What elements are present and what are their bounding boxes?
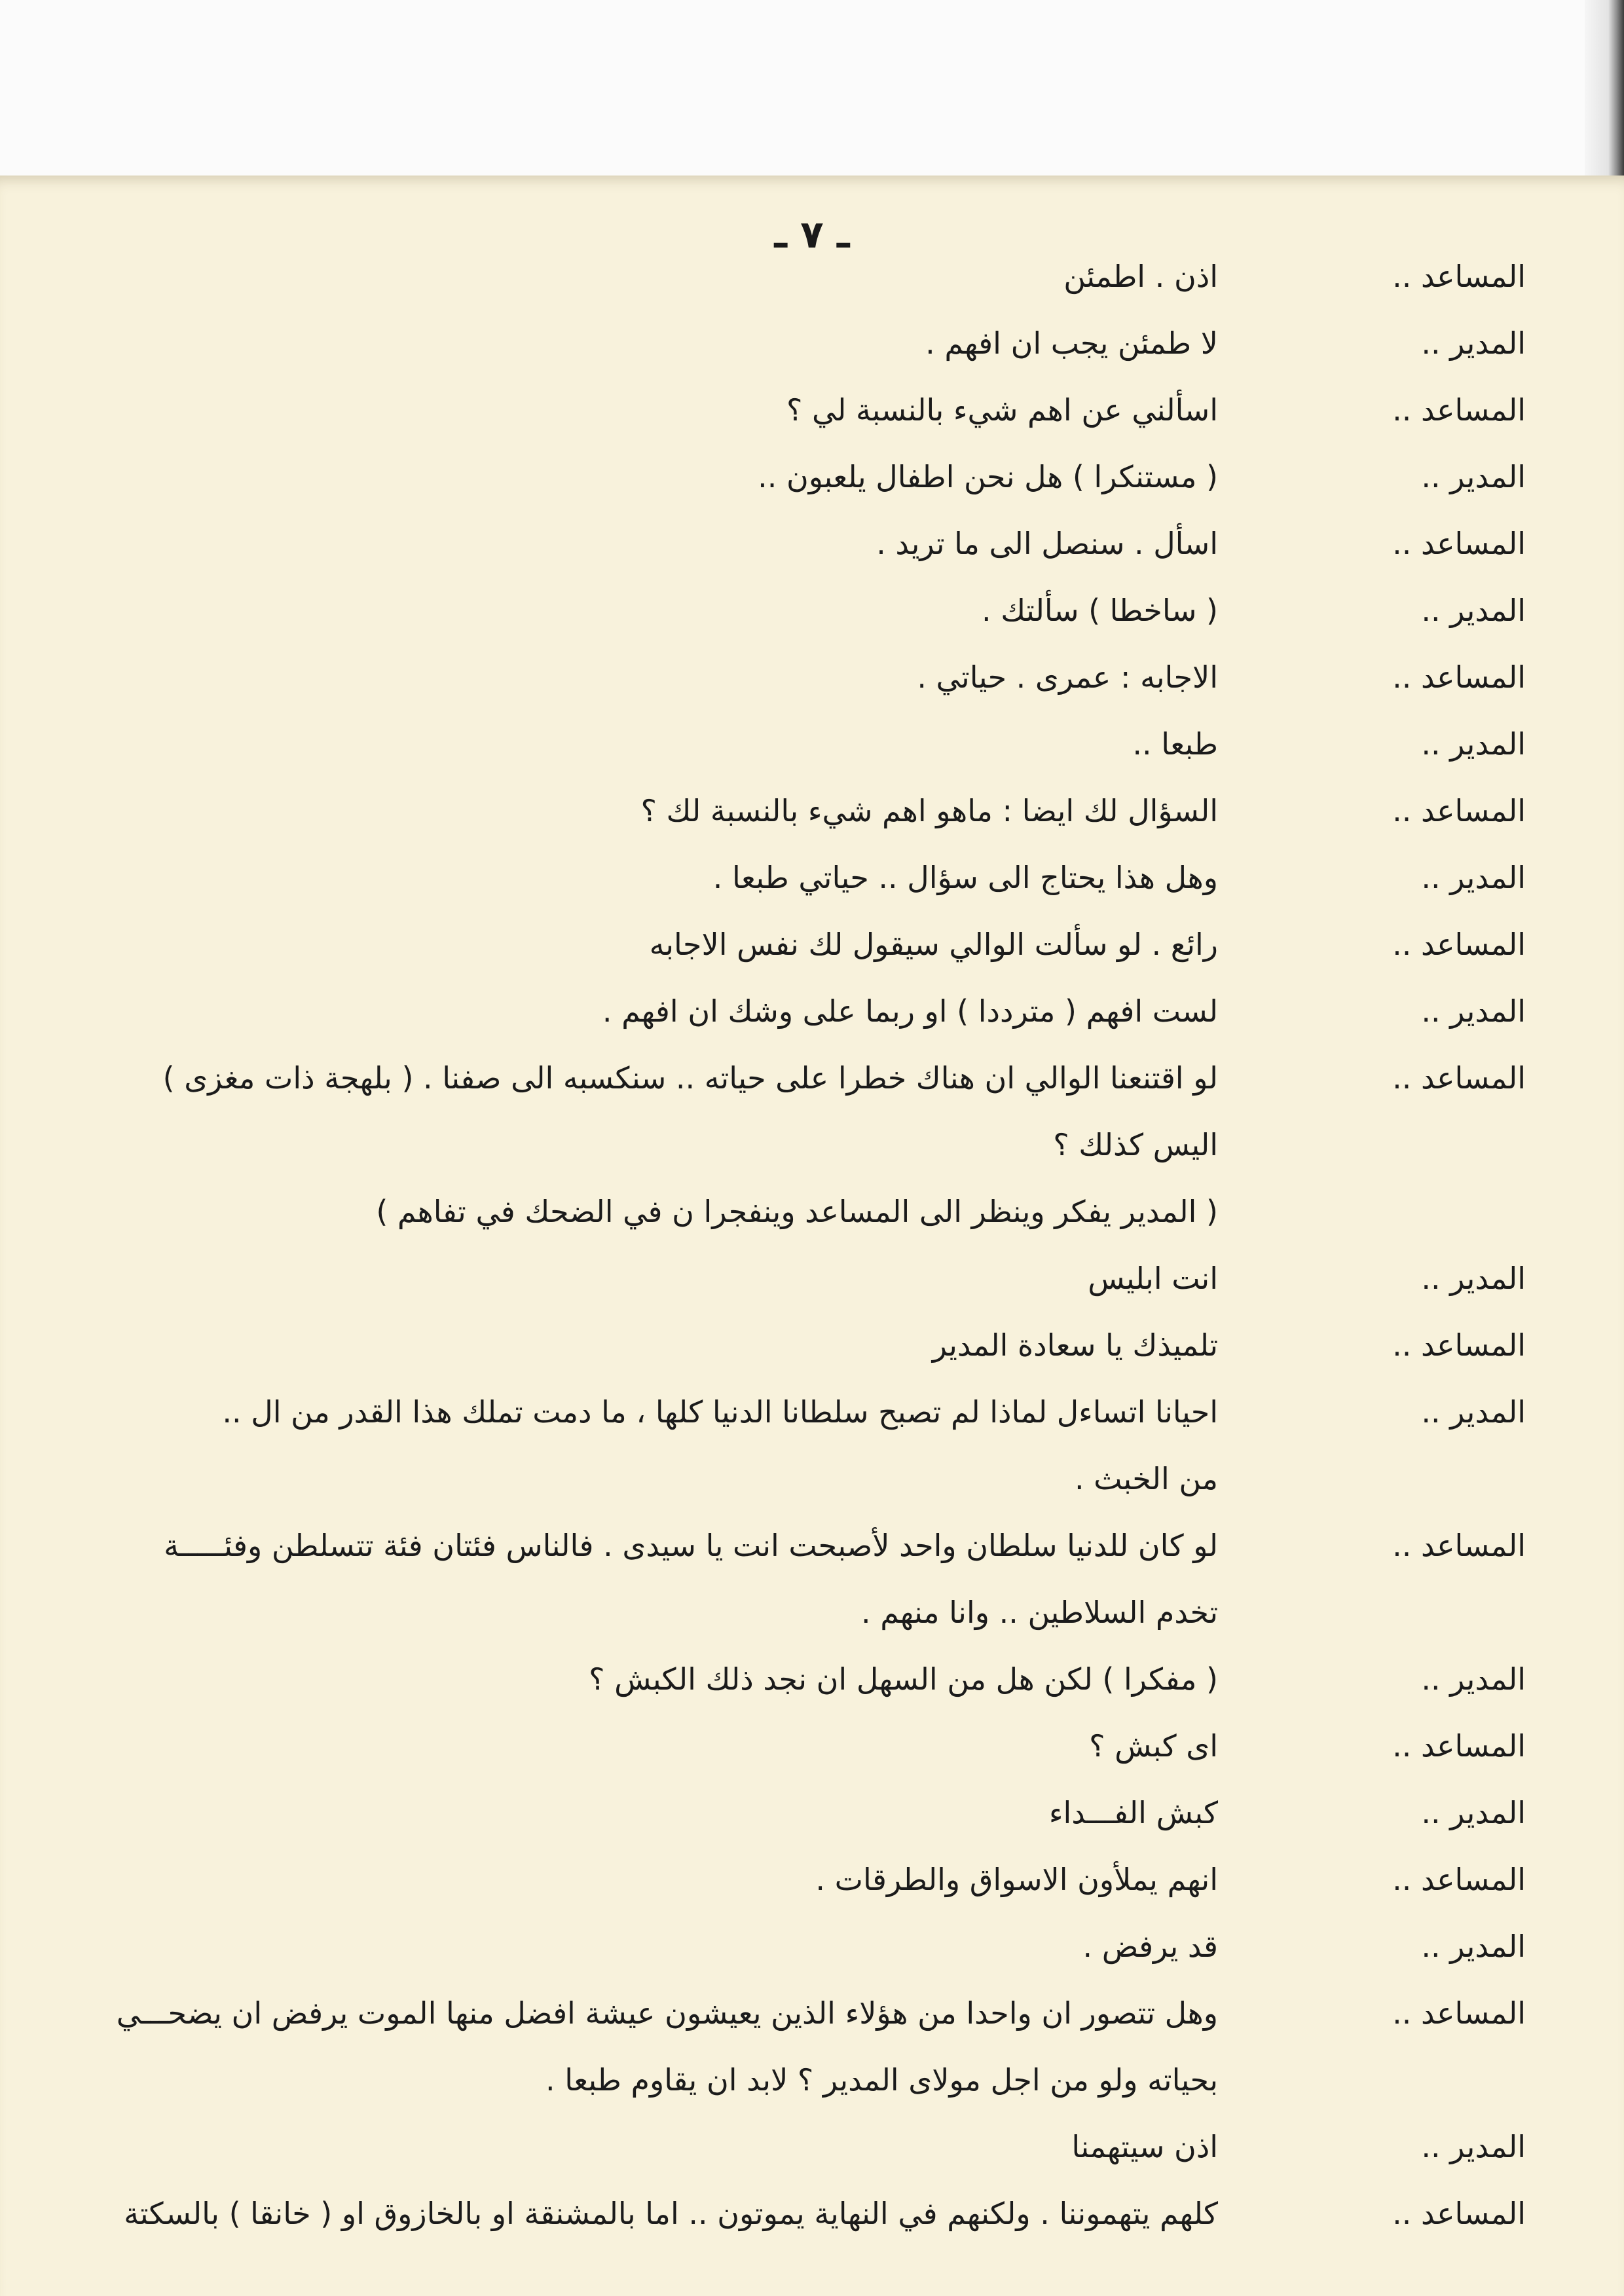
speaker-label: المساعد .. — [1392, 1327, 1526, 1363]
dialogue-line: ( ساخطا ) سألتك . — [982, 593, 1218, 628]
dialogue-line: انهم يملأون الاسواق والطرقات . — [815, 1862, 1218, 1897]
dialogue-line: اى كبش ؟ — [1089, 1728, 1218, 1764]
speaker-label: المساعد .. — [1392, 659, 1526, 695]
speaker-label: المدير .. — [1421, 993, 1526, 1029]
dialogue-line: لو اقتنعنا الوالي ان هناك خطرا على حياته .. سنكسبه الى صفنا . ( بلهجة ذات مغزى ) — [162, 1060, 1218, 1096]
speaker-label: المدير .. — [1421, 1795, 1526, 1830]
speaker-label: المساعد .. — [1392, 1995, 1526, 2031]
speaker-label: المساعد .. — [1392, 259, 1526, 294]
dialogue-continuation: تخدم السلاطين .. وانا منهم . — [860, 1595, 1218, 1630]
speaker-label: المساعد .. — [1392, 1060, 1526, 1096]
dialogue-line: ( مفكرا ) لكن هل من السهل ان نجد ذلك الكبش ؟ — [589, 1661, 1218, 1697]
speaker-label: المساعد .. — [1392, 2196, 1526, 2231]
dialogue-line: انت ابليس — [1088, 1261, 1218, 1296]
scan-top-margin — [0, 0, 1624, 176]
speaker-label: المدير .. — [1421, 860, 1526, 895]
dialogue-line: تلميذك يا سعادة المدير — [932, 1327, 1218, 1363]
page-number: ـ ٧ ـ — [774, 212, 850, 257]
dialogue-line: اسأل . سنصل الى ما تريد . — [876, 526, 1218, 561]
speaker-label: المدير .. — [1421, 593, 1526, 628]
speaker-label: المدير .. — [1421, 1394, 1526, 1430]
dialogue-line: اذن سيتهمنا — [1071, 2129, 1218, 2164]
dialogue-line: طبعا .. — [1132, 726, 1218, 762]
dialogue-line: لست افهم ( مترددا ) او ربما على وشك ان افهم . — [602, 993, 1218, 1029]
stage-direction: ( المدير يفكر وينظر الى المساعد وينفجرا ن في الضحك في تفاهم ) — [376, 1194, 1218, 1229]
dialogue-continuation: بحياته ولو من اجل مولاى المدير ؟ لابد ان يقاوم طبعا . — [545, 2062, 1218, 2098]
speaker-label: المساعد .. — [1392, 392, 1526, 428]
dialogue-line: احيانا اتساءل لماذا لم تصبح سلطانا الدنيا كلها ، ما دمت تملك هذا القدر من ال .. — [222, 1394, 1218, 1430]
speaker-label: المساعد .. — [1392, 927, 1526, 962]
speaker-label: المدير .. — [1421, 459, 1526, 494]
dialogue-line: قد يرفض . — [1082, 1929, 1218, 1964]
speaker-label: المساعد .. — [1392, 1528, 1526, 1563]
speaker-label: المساعد .. — [1392, 793, 1526, 828]
scan-right-edge — [1585, 0, 1624, 176]
speaker-label: المدير .. — [1421, 1929, 1526, 1964]
speaker-label: المدير .. — [1421, 1661, 1526, 1697]
dialogue-line: اسألني عن اهم شيء بالنسبة لي ؟ — [786, 392, 1218, 428]
speaker-label: المدير .. — [1421, 1261, 1526, 1296]
speaker-label: المدير .. — [1421, 726, 1526, 762]
dialogue-line: رائع . لو سألت الوالي سيقول لك نفس الاجابه — [649, 927, 1218, 962]
dialogue-line: كلهم يتهموننا . ولكنهم في النهاية يموتون .. اما بالمشنقة او بالخازوق او ( خانقا ) بالسكتة — [124, 2196, 1218, 2231]
speaker-label: المساعد .. — [1392, 526, 1526, 561]
dialogue-line: وهل هذا يحتاج الى سؤال .. حياتي طبعا . — [712, 860, 1218, 895]
speaker-label: المدير .. — [1421, 325, 1526, 361]
dialogue-line: لا طمئن يجب ان افهم . — [925, 325, 1218, 361]
speaker-label: المساعد .. — [1392, 1862, 1526, 1897]
dialogue-line: السؤال لك ايضا : ماهو اهم شيء بالنسبة لك ؟ — [640, 793, 1218, 828]
dialogue-continuation: اليس كذلك ؟ — [1053, 1127, 1218, 1162]
speaker-label: المساعد .. — [1392, 1728, 1526, 1764]
dialogue-line: اذن . اطمئن — [1063, 259, 1218, 294]
dialogue-line: ( مستنكرا ) هل نحن اطفال يلعبون .. — [758, 459, 1218, 494]
dialogue-line: كبش الفـــداء — [1048, 1795, 1218, 1830]
dialogue-line: وهل تتصور ان واحدا من هؤلاء الذين يعيشون عيشة افضل منها الموت يرفض ان يضحـــي — [116, 1995, 1218, 2031]
dialogue-line: لو كان للدنيا سلطان واحد لأصبحت انت يا سيدى . فالناس فئتان فئة تتسلطن وفئـــــة — [164, 1528, 1218, 1563]
speaker-label: المدير .. — [1421, 2129, 1526, 2164]
dialogue-continuation: من الخبث . — [1074, 1461, 1218, 1496]
dialogue-line: الاجابه : عمرى . حياتي . — [917, 659, 1218, 695]
